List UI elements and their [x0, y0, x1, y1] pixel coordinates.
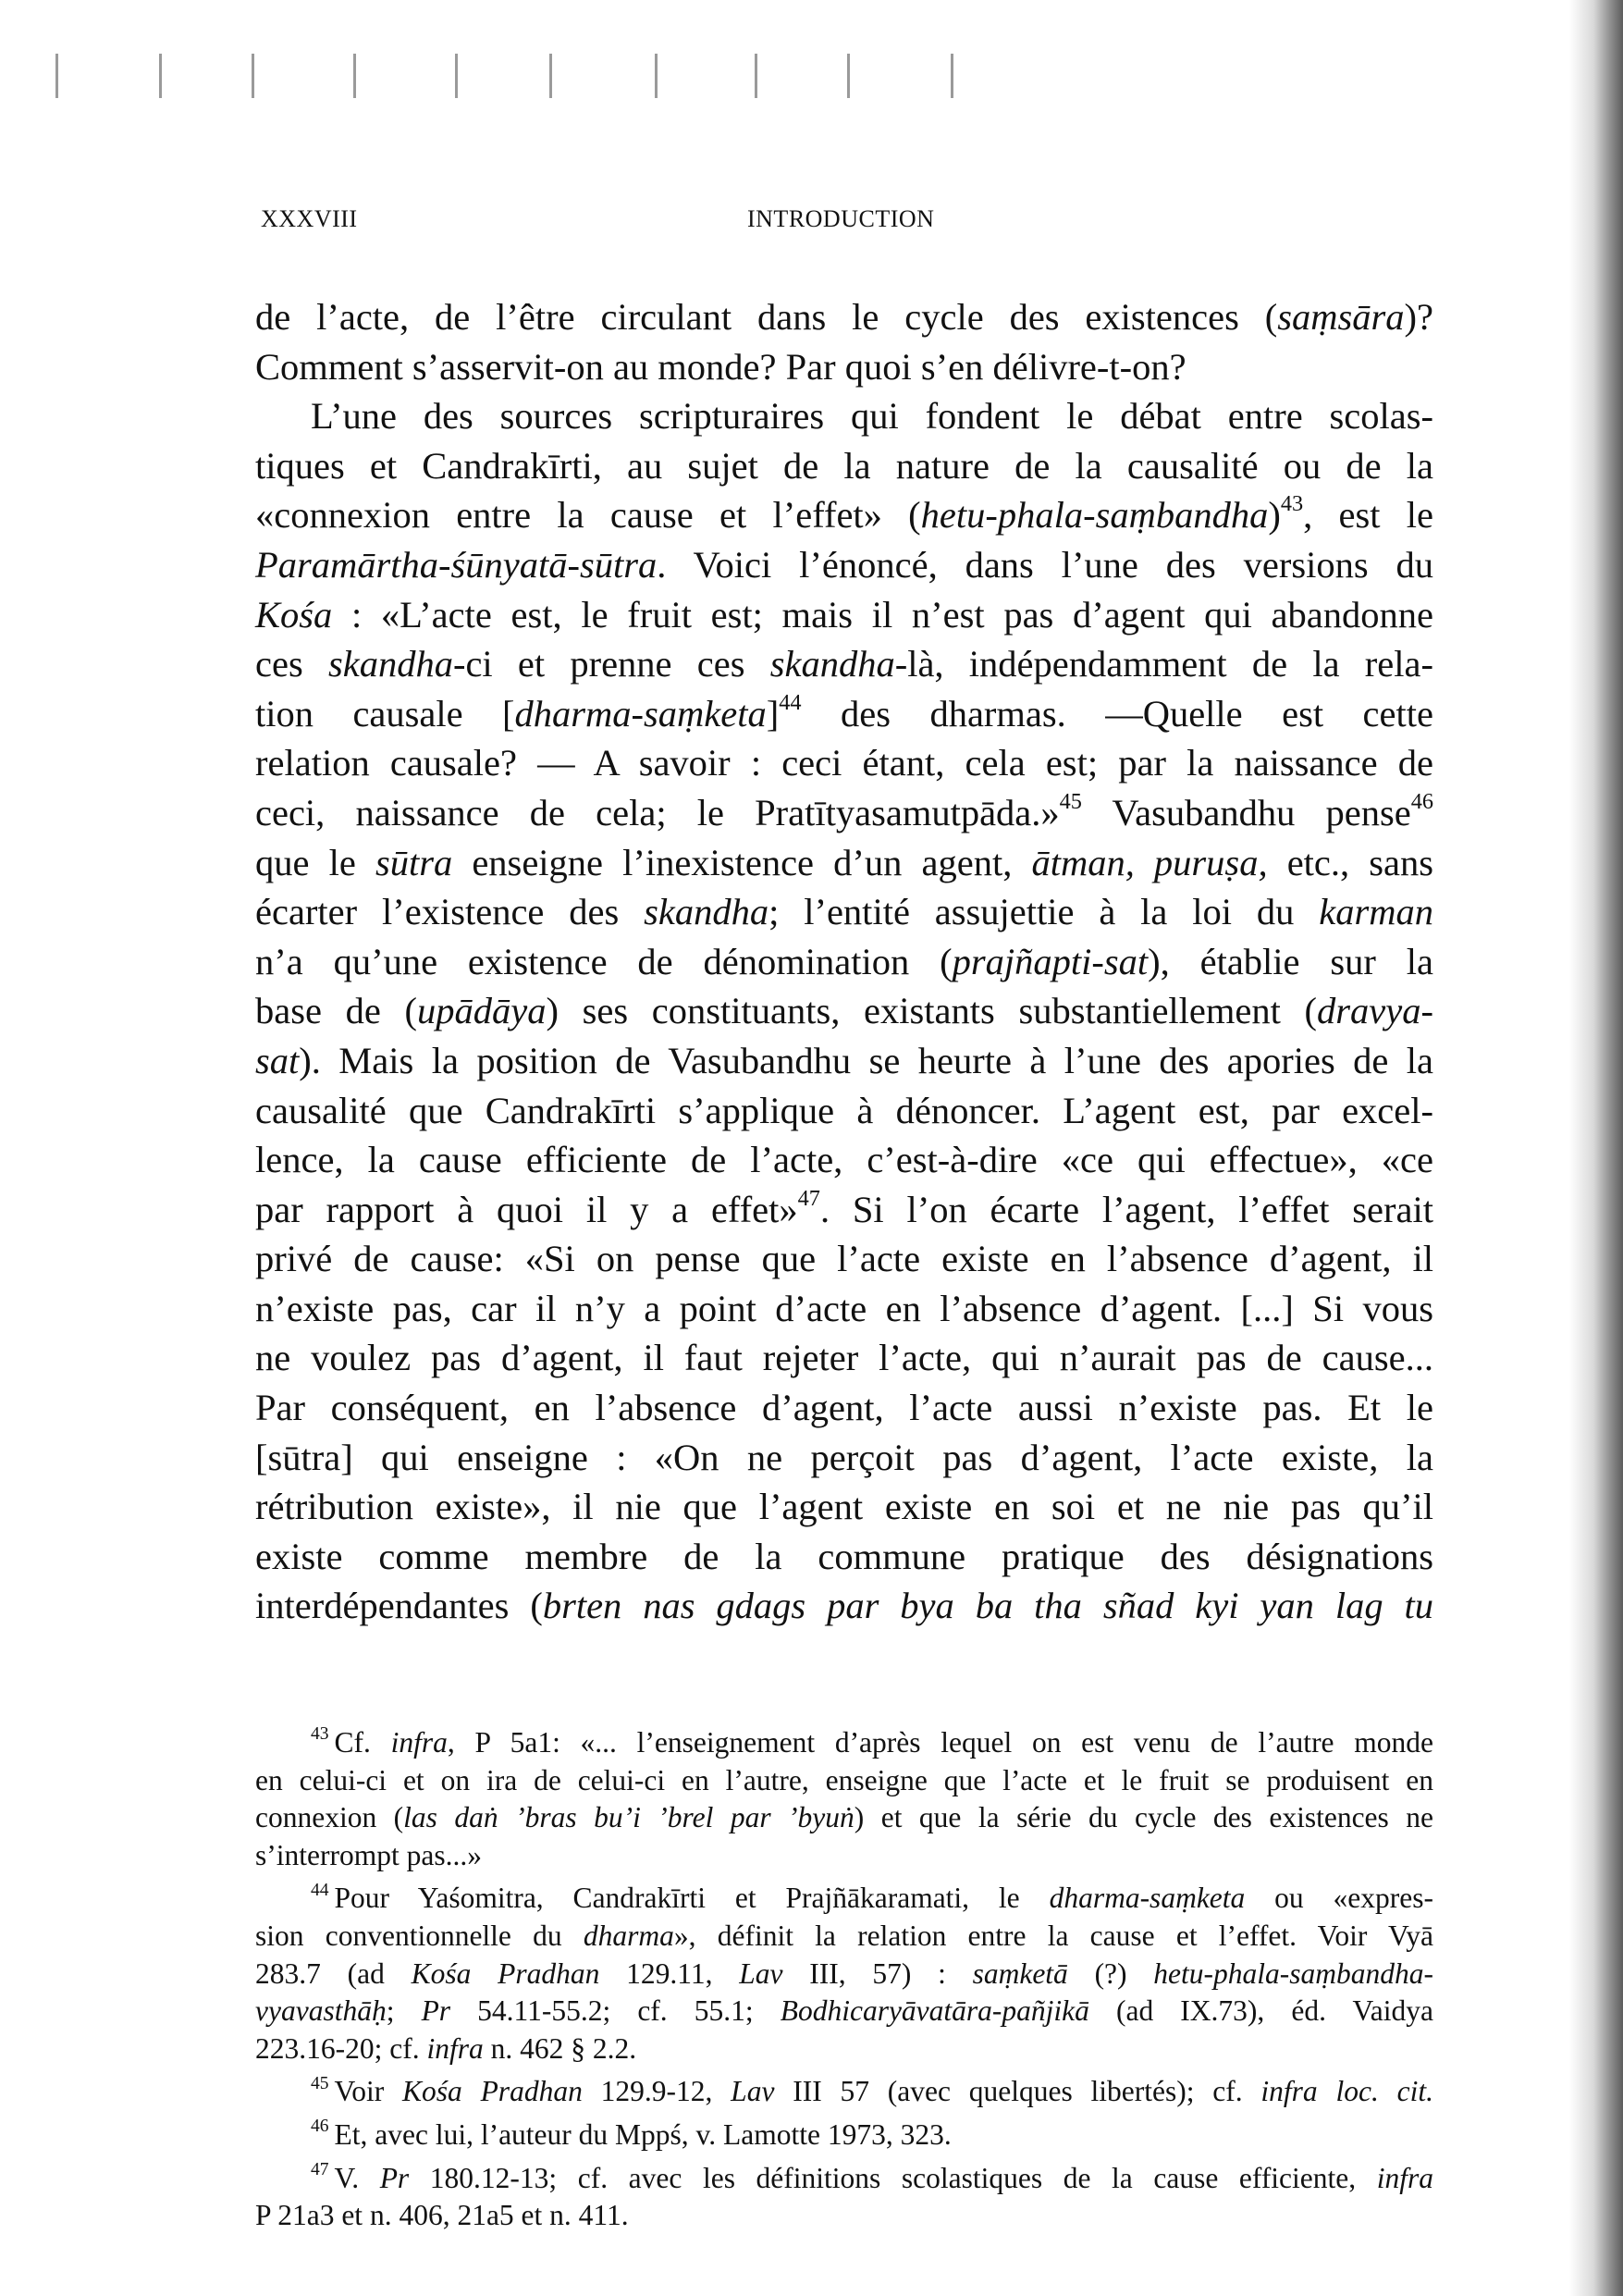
text-line: Comment s’asservit-on au monde? Par quoi s’en délivre-t-on? — [255, 345, 1187, 388]
footnote-46 — [255, 2117, 1433, 2154]
text-line: que le sūtra enseigne l’inexistence d’un agent, ātman, puruṣa, etc., sans — [255, 841, 1433, 883]
footnote-line: connexion (las daṅ ’bras bu’i ’brel par ’byuṅ) et que la série du cycle des existences ne — [255, 1801, 1433, 1834]
footnote-line: en celui-ci et on ira de celui-ci en l’autre, enseigne que l’acte et le fruit se produisent en — [255, 1763, 1433, 1796]
text-line: rétribution existe», il nie que l’agent existe en soi et ne nie pas qu’il — [255, 1486, 1433, 1528]
text-line: tion causale [dharma-saṃketa]$^{44}$ des dharmas. —Quelle est cette — [255, 689, 1433, 734]
text-line: n’existe pas, car il n’y a point d’acte en l’absence d’agent. [...] Si vous — [255, 1287, 1433, 1329]
footnote-line: $^{43}$ Cf. infra, P 5a1: «... l’enseignement d’après lequel on est venu de l’autre monde — [311, 1724, 1433, 1759]
footnote-47 — [255, 2160, 1433, 2235]
footnote-line: $^{47}$ V. Pr 180.12-13; cf. avec les définitions scolastiques de la cause efficiente, infra — [311, 2159, 1433, 2194]
text-line: interdépendantes (brten nas gdags par bya ba tha sñad kyi yan lag tu — [255, 1585, 1433, 1627]
footnote-line: sion conventionnelle du dharma», définit la relation entre la cause et l’effet. Voir Vyā — [255, 1919, 1433, 1952]
scan-artifact-edge — [1569, 0, 1623, 2296]
note-ref-44: 44 — [779, 689, 802, 715]
text-line: Paramārtha-śūnyatā-sūtra. Voici l’énoncé, dans l’une des versions du — [255, 543, 1433, 586]
text-line: «connexion entre la cause et l’effet» (hetu-phala-saṃbandha)$^{43}$, est le — [255, 491, 1433, 537]
footnote-line: vyavasthāḥ; Pr 54.11-55.2; cf. 55.1; Bodhicaryāvatāra-pañjikā (ad IX.73), éd. Vaidya — [255, 1994, 1433, 2028]
text-line: n’a qu’une existence de dénomination (prajñapti-sat), établie sur la — [255, 940, 1433, 982]
text-line: causalité que Candrakīrti s’applique à dénoncer. L’agent est, par excel- — [255, 1089, 1433, 1131]
running-title: INTRODUCTION — [747, 205, 935, 232]
footnote-line: 223.16-20; cf. infra n. 462 § 2.2. — [255, 2031, 637, 2065]
note-ref-43: 43 — [1280, 491, 1304, 517]
text-line: relation causale? — A savoir : ceci étant, cela est; par la naissance de — [255, 742, 1433, 784]
footnote-mark: 45 — [311, 2073, 329, 2093]
text-line: par rapport à quoi il y a effet»$^{47}$. Si l’on écarte l’agent, l’effet serait — [255, 1185, 1433, 1230]
page-header — [261, 205, 1435, 242]
text-line: privé de cause: «Si on pense que l’acte existe en l’absence d’agent, il — [255, 1238, 1433, 1280]
text-line: L’une des sources scripturaires qui fondent le débat entre scolas- — [311, 395, 1433, 438]
footnote-line: P 21a3 et n. 406, 21a5 et n. 411. — [255, 2199, 629, 2232]
footnote-mark: 44 — [311, 1880, 329, 1900]
note-ref-45: 45 — [1059, 788, 1082, 814]
text-line: sat). Mais la position de Vasubandhu se heurte à l’une des apories de la — [255, 1039, 1433, 1081]
text-line: ne voulez pas d’agent, il faut rejeter l’acte, qui n’aurait pas de cause... — [255, 1337, 1433, 1379]
footnote-mark: 43 — [311, 1724, 329, 1745]
main-text — [255, 292, 1433, 1631]
text-line: base de (upādāya) ses constituants, existants substantiellement (dravya- — [255, 990, 1433, 1032]
footnote-line: 283.7 (ad Kośa Pradhan 129.11, Lav III, 57) : saṃketā (?) hetu-phala-saṃbandha- — [255, 1957, 1433, 1990]
text-line: tiques et Candrakīrti, au sujet de la nature de la causalité ou de la — [255, 444, 1433, 487]
footnote-line: $^{46}$ Et, avec lui, l’auteur du Mppś, v. Lamotte 1973, 323. — [311, 2117, 952, 2151]
text-line: Par conséquent, en l’absence d’agent, l’acte aussi n’existe pas. Et le — [255, 1387, 1433, 1429]
text-line: écarter l’existence des skandha; l’entité assujettie à la loi du karman — [255, 891, 1433, 933]
note-ref-47: 47 — [797, 1185, 820, 1211]
footnote-line: $^{45}$ Voir Kośa Pradhan 129.9-12, Lav III 57 (avec quelques libertés); cf. infra loc. cit. — [311, 2073, 1433, 2108]
footnote-43 — [255, 1724, 1433, 1874]
text-line: lence, la cause efficiente de l’acte, c’est-à-dire «ce qui effectue», «ce — [255, 1139, 1433, 1181]
text-line: [sūtra] qui enseigne : «On ne perçoit pas d’agent, l’acte existe, la — [255, 1436, 1433, 1478]
footnote-44 — [255, 1880, 1433, 2068]
text-line: Kośa : «L’acte est, le fruit est; mais il n’est pas d’agent qui abandonne — [255, 593, 1433, 636]
note-ref-46: 46 — [1410, 788, 1434, 814]
text-line: de l’acte, de l’être circulant dans le cycle des existences (saṃsāra)? — [255, 296, 1433, 338]
footnote-mark: 47 — [311, 2159, 329, 2179]
text-line: ces skandha-ci et prenne ces skandha-là, indépendamment de la rela- — [255, 643, 1433, 685]
footnote-line: $^{44}$ Pour Yaśomitra, Candrakīrti et Prajñākaramati, le dharma-saṃketa ou «expres- — [311, 1880, 1433, 1915]
footnote-45 — [255, 2073, 1433, 2111]
footnote-line: s’interrompt pas...» — [255, 1838, 482, 1871]
text-line: existe comme membre de la commune pratique des désignations — [255, 1535, 1433, 1577]
text-line: ceci, naissance de cela; le Pratītyasamutpāda.»$^{45}$ Vasubandhu pense$^{46}$ — [255, 788, 1434, 833]
footnotes — [255, 1724, 1433, 2240]
scan-artifact-top — [55, 35, 1498, 100]
footnote-mark: 46 — [311, 2117, 329, 2137]
folio: XXXVIII — [261, 205, 358, 232]
